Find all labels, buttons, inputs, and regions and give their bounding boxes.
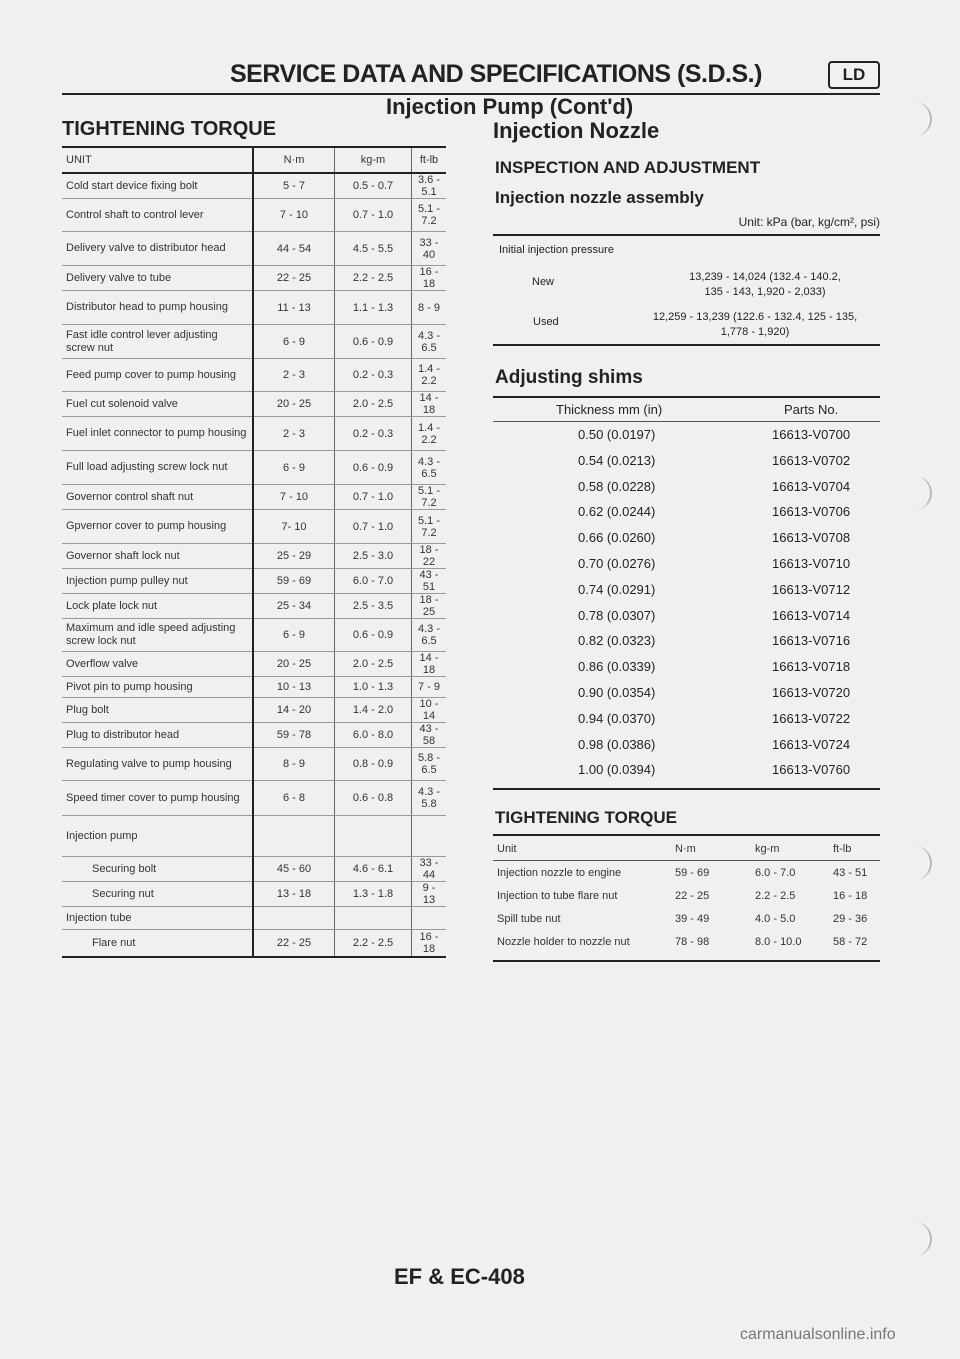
page-subtitle: Injection Pump (Cont'd) [386, 94, 634, 119]
col-header-nm: N·m [671, 837, 751, 861]
page-number: EF & EC-408 [394, 1264, 525, 1289]
row-label: Governor shaft lock nut [62, 544, 253, 569]
row-label: Control shaft to control lever [62, 199, 253, 232]
value-kgm: 4.6 - 6.1 [335, 857, 412, 882]
value-nm: 78 - 98 [675, 935, 710, 948]
value-ftlb: 5.8 - 6.5 [412, 748, 447, 781]
table-row [62, 930, 446, 958]
value-kgm: 0.6 - 0.9 [335, 619, 412, 652]
shim-thickness: 0.62 (0.0244) [578, 504, 656, 520]
value-kgm: 0.2 - 0.3 [335, 359, 412, 392]
shim-part-number: 16613-V0720 [772, 685, 851, 700]
value-ftlb: 1.4 - 2.2 [412, 359, 447, 392]
shim-thickness: 0.86 (0.0339) [578, 659, 656, 675]
value-nm: 7 - 10 [253, 199, 335, 232]
value-ftlb: 16 - 18 [833, 889, 868, 902]
table-row [62, 510, 446, 544]
inspection-title: INSPECTION AND ADJUSTMENT [495, 158, 761, 177]
value-kgm: 6.0 - 7.0 [755, 866, 796, 879]
value-kgm: 0.7 - 1.0 [335, 510, 412, 544]
row-label: Flare nut [62, 930, 253, 958]
table-row [62, 359, 446, 392]
value-nm: 5 - 7 [253, 173, 335, 199]
row-label: Governor control shaft nut [62, 485, 253, 510]
table-row [62, 677, 446, 698]
table-row [62, 173, 446, 199]
value-kgm: 2.5 - 3.0 [335, 544, 412, 569]
new-pressure-line1: 13,239 - 14,024 (132.4 - 140.2, [689, 271, 841, 283]
value-kgm: 6.0 - 7.0 [335, 569, 412, 594]
new-pressure-value [650, 270, 880, 300]
value-nm: 59 - 69 [253, 569, 335, 594]
value-nm: 7 - 10 [253, 485, 335, 510]
shim-thickness: 0.94 (0.0370) [578, 710, 656, 726]
col-header-ftlb: ft-lb [829, 837, 880, 861]
row-label: Delivery valve to tube [62, 266, 253, 291]
value-nm: 59 - 69 [675, 866, 710, 879]
table-row [62, 907, 446, 930]
value-ftlb: 43 - 58 [412, 723, 447, 748]
nozzle-torque-rows [493, 861, 880, 954]
shim-part-number: 16613-V0716 [772, 633, 851, 649]
value-nm: 25 - 34 [253, 594, 335, 619]
table-header-row [62, 147, 446, 173]
left-section-title: TIGHTENING TORQUE [62, 118, 277, 140]
col-header-nm: N·m [253, 147, 335, 173]
shim-thickness: 0.50 (0.0197) [578, 427, 656, 442]
shim-thickness: 0.66 (0.0260) [578, 530, 656, 546]
value-nm: 6 - 9 [253, 619, 335, 652]
shims-header-thickness: Thickness mm (in) [556, 402, 663, 417]
table-row [62, 723, 446, 748]
row-label: Injection pump pulley nut [62, 569, 253, 594]
value-nm: 11 - 13 [253, 291, 335, 325]
shims-header-rule [493, 421, 880, 422]
shim-part-number: 16613-V0700 [772, 427, 851, 442]
adjusting-shims-title: Adjusting shims [495, 367, 643, 388]
table-row [62, 451, 446, 485]
pressure-table-bottom-rule [493, 344, 880, 346]
value-ftlb: 9 - 13 [412, 882, 447, 907]
table-row [62, 594, 446, 619]
col-header-kgm: kg-m [335, 147, 412, 173]
new-label: New [532, 276, 555, 288]
shim-part-number: 16613-V0712 [772, 581, 851, 597]
table-row [62, 485, 446, 510]
table-row [62, 291, 446, 325]
col-header-kgm: kg-m [751, 837, 829, 861]
value-ftlb: 8 - 9 [412, 291, 447, 325]
value-ftlb: 4.3 - 5.8 [412, 781, 447, 816]
shim-part-number: 16613-V0718 [772, 659, 851, 675]
value-kgm: 0.2 - 0.3 [335, 417, 412, 451]
punch-hole-mark [900, 476, 932, 510]
value-nm: 14 - 20 [253, 698, 335, 723]
value-kgm: 2.5 - 3.5 [335, 594, 412, 619]
used-pressure-value [630, 310, 880, 340]
row-label: Injection to tube flare nut [497, 889, 618, 902]
value-ftlb: 18 - 25 [412, 594, 447, 619]
value-kgm: 4.5 - 5.5 [335, 232, 412, 266]
shim-part-number: 16613-V0702 [772, 452, 851, 468]
value-nm: 20 - 25 [253, 652, 335, 677]
pump-torque-table [62, 146, 446, 958]
value-ftlb: 33 - 44 [412, 857, 447, 882]
nozzle-torque-table [493, 837, 880, 953]
table-row [62, 199, 446, 232]
shim-thickness: 0.58 (0.0228) [578, 478, 656, 494]
col-header-unit: Unit [493, 837, 671, 861]
value-kgm: 6.0 - 8.0 [335, 723, 412, 748]
value-ftlb: 10 - 14 [412, 698, 447, 723]
shim-part-number: 16613-V0710 [772, 556, 851, 571]
value-nm: 6 - 9 [253, 451, 335, 485]
shims-bottom-rule [493, 788, 880, 790]
shim-thickness: 1.00 (0.0394) [578, 762, 656, 778]
row-label: Gpvernor cover to pump housing [62, 510, 253, 544]
value-nm: 7- 10 [253, 510, 335, 544]
value-nm: 25 - 29 [253, 544, 335, 569]
pressure-table-top-rule [493, 234, 880, 236]
table-row [493, 884, 880, 907]
value-kgm: 0.7 - 1.0 [335, 485, 412, 510]
value-nm: 10 - 13 [253, 677, 335, 698]
table-row [62, 816, 446, 857]
page-header-title: SERVICE DATA AND SPECIFICATIONS (S.D.S.) [230, 60, 762, 88]
value-nm: 44 - 54 [253, 232, 335, 266]
value-kgm: 4.0 - 5.0 [755, 912, 796, 925]
shims-top-rule [493, 396, 880, 398]
value-ftlb: 16 - 18 [412, 930, 447, 958]
value-kgm: 2.0 - 2.5 [335, 652, 412, 677]
row-label: Fuel inlet connector to pump housing [62, 417, 253, 451]
shim-part-number: 16613-V0724 [772, 736, 851, 752]
value-ftlb: 14 - 18 [412, 392, 447, 417]
value-nm: 39 - 49 [675, 912, 710, 925]
punch-hole-mark [900, 102, 932, 136]
table-row [62, 417, 446, 451]
value-kgm: 0.6 - 0.9 [335, 451, 412, 485]
shim-part-number: 16613-V0760 [772, 762, 851, 778]
initial-pressure-label: Initial injection pressure [499, 244, 614, 256]
value-kgm: 2.2 - 2.5 [755, 889, 796, 902]
row-label: Fuel cut solenoid valve [62, 392, 253, 417]
value-ftlb: 29 - 36 [833, 912, 868, 925]
table-row [62, 748, 446, 781]
row-label: Cold start device fixing bolt [62, 173, 253, 199]
table-header-row [493, 837, 880, 861]
value-kgm: 0.7 - 1.0 [335, 199, 412, 232]
site-watermark: carmanualsonline.info [740, 1326, 896, 1343]
shim-thickness: 0.74 (0.0291) [578, 581, 656, 597]
value-nm: 2 - 3 [253, 359, 335, 392]
shim-part-number: 16613-V0708 [772, 530, 851, 546]
value-ftlb: 5.1 - 7.2 [412, 485, 447, 510]
row-label: Injection tube [62, 907, 253, 930]
table-row [62, 781, 446, 816]
value-kgm: 1.1 - 1.3 [335, 291, 412, 325]
value-ftlb: 7 - 9 [412, 677, 447, 698]
row-label: Regulating valve to pump housing [62, 748, 253, 781]
row-label: Maximum and idle speed adjusting screw lock nut [62, 619, 253, 652]
value-ftlb: 5.1 - 7.2 [412, 199, 447, 232]
row-label: Pivot pin to pump housing [62, 677, 253, 698]
value-kgm: 8.0 - 10.0 [755, 935, 802, 948]
value-ftlb: 43 - 51 [412, 569, 447, 594]
punch-hole-mark [900, 1222, 932, 1256]
used-pressure-line2: 1,778 - 1,920) [720, 326, 790, 338]
shim-part-number: 16613-V0704 [772, 478, 851, 494]
row-label: Nozzle holder to nozzle nut [497, 935, 630, 948]
shim-thickness: 0.78 (0.0307) [578, 607, 656, 623]
row-label: Distributor head to pump housing [62, 291, 253, 325]
shim-thickness: 0.90 (0.0354) [578, 685, 656, 700]
value-nm: 45 - 60 [253, 857, 335, 882]
value-ftlb: 4.3 - 6.5 [412, 325, 447, 359]
value-kgm: 2.0 - 2.5 [335, 392, 412, 417]
pressure-unit: Unit: kPa (bar, kg/cm², psi) [738, 215, 880, 229]
nozzle-torque-title: TIGHTENING TORQUE [495, 808, 677, 827]
value-kgm: 2.2 - 2.5 [335, 266, 412, 291]
table-row [62, 392, 446, 417]
table-row [62, 232, 446, 266]
row-label: Full load adjusting screw lock nut [62, 451, 253, 485]
value-nm: 8 - 9 [253, 748, 335, 781]
row-label: Lock plate lock nut [62, 594, 253, 619]
table-row [493, 907, 880, 930]
shim-thickness: 0.98 (0.0386) [578, 736, 656, 752]
table-row [62, 698, 446, 723]
row-label: Injection nozzle to engine [497, 866, 622, 879]
shim-part-number: 16613-V0706 [772, 504, 851, 520]
row-label: Overflow valve [62, 652, 253, 677]
value-nm: 22 - 25 [253, 266, 335, 291]
value-kgm: 0.5 - 0.7 [335, 173, 412, 199]
table-row [493, 861, 880, 885]
value-kgm: 1.4 - 2.0 [335, 698, 412, 723]
new-pressure-line2: 135 - 143, 1,920 - 2,033) [704, 286, 826, 298]
value-ftlb: 4.3 - 6.5 [412, 451, 447, 485]
value-nm: 59 - 78 [253, 723, 335, 748]
row-label: Plug to distributor head [62, 723, 253, 748]
row-label: Injection pump [62, 816, 253, 857]
value-nm: 13 - 18 [253, 882, 335, 907]
value-ftlb: 5.1 - 7.2 [412, 510, 447, 544]
value-kgm: 0.6 - 0.9 [335, 325, 412, 359]
value-ftlb: 1.4 - 2.2 [412, 417, 447, 451]
value-nm: 22 - 25 [675, 889, 710, 902]
col-header-unit: UNIT [62, 147, 253, 173]
row-label: Speed timer cover to pump housing [62, 781, 253, 816]
shim-thickness: 0.70 (0.0276) [578, 556, 656, 571]
row-label: Plug bolt [62, 698, 253, 723]
shim-thickness: 0.82 (0.0323) [578, 633, 656, 649]
table-row [62, 266, 446, 291]
shim-part-number: 16613-V0714 [772, 607, 851, 623]
used-label: Used [533, 316, 559, 328]
table-row [62, 882, 446, 907]
value-kgm: 0.6 - 0.8 [335, 781, 412, 816]
value-ftlb: 4.3 - 6.5 [412, 619, 447, 652]
value-ftlb: 14 - 18 [412, 652, 447, 677]
row-label: Spill tube nut [497, 912, 561, 925]
table-row [62, 325, 446, 359]
value-nm: 20 - 25 [253, 392, 335, 417]
value-kgm: 2.2 - 2.5 [335, 930, 412, 958]
table-row [62, 569, 446, 594]
value-nm: 22 - 25 [253, 930, 335, 958]
value-ftlb: 18 - 22 [412, 544, 447, 569]
row-label: Delivery valve to distributor head [62, 232, 253, 266]
nozzle-torque-bottom-rule [493, 960, 880, 962]
shim-part-number: 16613-V0722 [772, 710, 851, 726]
value-ftlb: 43 - 51 [833, 866, 868, 879]
value-kgm: 1.3 - 1.8 [335, 882, 412, 907]
value-ftlb: 58 - 72 [833, 935, 868, 948]
value-kgm: 0.8 - 0.9 [335, 748, 412, 781]
shim-thickness: 0.54 (0.0213) [578, 452, 656, 468]
row-label: Securing nut [62, 882, 253, 907]
row-label: Fast idle control lever adjusting screw nut [62, 325, 253, 359]
value-kgm: 1.0 - 1.3 [335, 677, 412, 698]
nozzle-assembly-title: Injection nozzle assembly [495, 188, 704, 207]
right-section-title: Injection Nozzle [493, 118, 660, 143]
punch-hole-mark [900, 846, 932, 880]
nozzle-torque-top-rule [493, 834, 880, 836]
table-row [493, 930, 880, 953]
used-pressure-line1: 12,259 - 13,239 (122.6 - 132.4, 125 - 135, [652, 311, 858, 323]
shims-header-parts: Parts No. [784, 402, 839, 417]
col-header-ftlb: ft-lb [412, 147, 447, 173]
table-row [62, 544, 446, 569]
value-nm: 6 - 8 [253, 781, 335, 816]
row-label: Securing bolt [62, 857, 253, 882]
table-row [62, 652, 446, 677]
table-row [62, 619, 446, 652]
value-ftlb: 3.6 - 5.1 [412, 173, 447, 199]
row-label: Feed pump cover to pump housing [62, 359, 253, 392]
engine-code-badge: LD [828, 61, 880, 89]
value-nm: 6 - 9 [253, 325, 335, 359]
value-ftlb: 16 - 18 [412, 266, 447, 291]
value-ftlb: 33 - 40 [412, 232, 447, 266]
value-nm: 2 - 3 [253, 417, 335, 451]
pump-torque-rows [62, 173, 446, 816]
table-row [62, 857, 446, 882]
